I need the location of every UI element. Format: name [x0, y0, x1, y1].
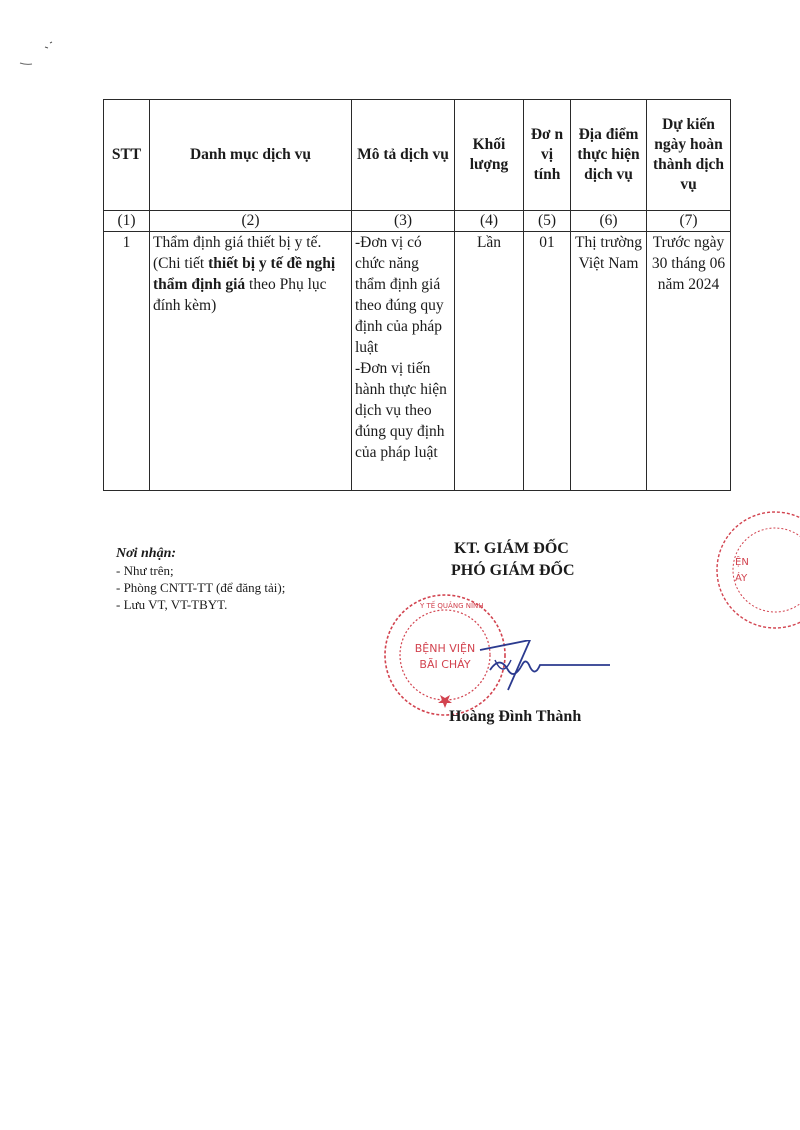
column-number-row	[104, 211, 731, 232]
recipient-item: - Như trên;	[116, 563, 174, 578]
col-number: (1)	[104, 211, 150, 232]
recipients-block	[116, 545, 285, 613]
col-number: (7)	[647, 211, 731, 232]
table-header-row	[104, 100, 731, 211]
signature-title-block	[420, 538, 700, 582]
signature-line-1: KT. GIÁM ĐỐC	[454, 540, 569, 557]
partial-stamp-line-2: ÁY	[735, 573, 748, 584]
col-number: (5)	[524, 211, 571, 232]
header-completion: Dự kiến ngày hoàn thành dịch vụ	[647, 100, 731, 211]
stamp-line-1: BỆNH VIỆN	[414, 642, 476, 655]
partial-stamp-line-1: ỆN	[735, 557, 749, 568]
col-number: (3)	[352, 211, 455, 232]
service-note-bold: thiết bị y tế đề nghị thẩm định giá	[153, 255, 336, 293]
signature-line-2: PHÓ GIÁM ĐỐC	[451, 562, 575, 579]
stamp-line-2: BÃI CHÁY	[419, 658, 471, 671]
row-service	[150, 232, 352, 491]
header-service: Danh mục dịch vụ	[150, 100, 352, 211]
row-completion: Trước ngày 30 tháng 06 năm 2024	[647, 232, 731, 491]
row-location: Thị trường Việt Nam	[571, 232, 647, 491]
row-unit: 01	[524, 232, 571, 491]
col-number: (2)	[150, 211, 352, 232]
recipient-item: - Phòng CNTT-TT (để đăng tải);	[116, 580, 286, 595]
header-location: Địa điểm thực hiện dịch vụ	[571, 100, 647, 211]
partial-stamp	[705, 505, 800, 635]
row-quantity: Lần	[455, 232, 524, 491]
service-table	[103, 99, 731, 491]
stamp-top-text: Y TẾ QUẢNG NINH	[420, 602, 484, 610]
header-description: Mô tả dịch vụ	[352, 100, 455, 211]
service-name: Thẩm định giá thiết bị y tế.	[153, 234, 322, 251]
table-row	[104, 232, 731, 491]
recipient-item: - Lưu VT, VT-TBYT.	[116, 597, 228, 612]
row-stt: 1	[104, 232, 150, 491]
col-number: (6)	[571, 211, 647, 232]
description-line-2: -Đơn vị tiến hành thực hiện dịch vụ theo đúng quy định của pháp luật	[355, 360, 447, 461]
header-quantity: Khối lượng	[455, 100, 524, 211]
header-stt: STT	[104, 100, 150, 211]
col-number: (4)	[455, 211, 524, 232]
handwritten-signature	[470, 640, 620, 700]
description-line-1: -Đơn vị có chức năng thẩm định giá theo đúng quy định của pháp luật	[355, 234, 444, 356]
service-note-close: theo Phụ lục đính kèm)	[153, 276, 327, 314]
signer-name: Hoàng Đình Thành	[449, 708, 582, 725]
service-note-open: (Chi tiết	[153, 255, 209, 272]
recipients-title: Nơi nhận:	[116, 546, 177, 561]
row-description	[352, 232, 455, 491]
header-unit: Đơ n vị tính	[524, 100, 571, 211]
scan-speck-marks	[15, 35, 85, 75]
